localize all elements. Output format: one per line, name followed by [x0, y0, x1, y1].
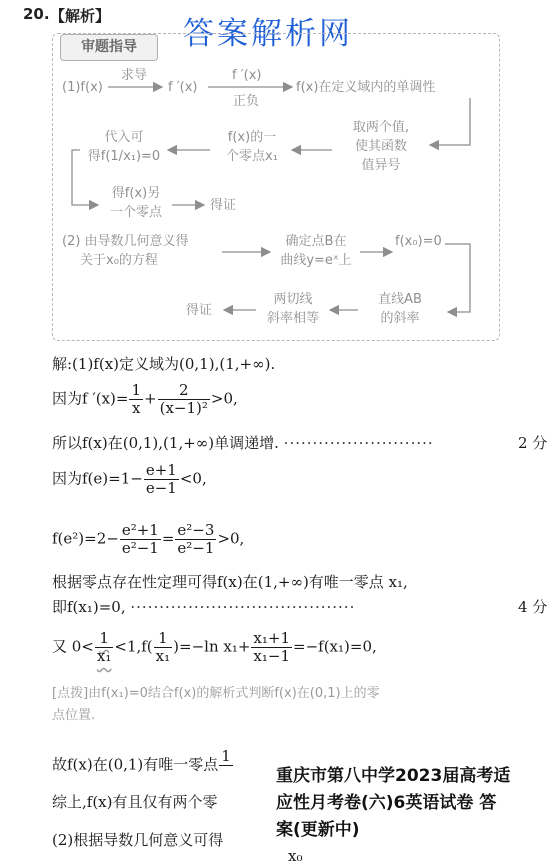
solution-line-3: 所以f(x)在(0,1),(1,+∞)单调递增. ··························: [52, 434, 434, 452]
watermark-text: 答案解析网: [183, 16, 353, 52]
solution-line-2: 因为f ′(x)= $\frac{1}{x}$ + $\frac{2}{\text{(x−1)²}}$ >0,: [52, 381, 238, 417]
overlay-caption: 重庆市第八中学2023届高考适 应性月考卷(六)6英语试卷 答 案(更新中): [276, 766, 511, 840]
flow-label-derivative-top: f ′(x): [232, 68, 262, 83]
flow-zero-point: f(x)的一 个零点x₁: [226, 130, 278, 164]
section-title: 【解析】: [50, 7, 111, 25]
flow-proof1: 得证: [210, 198, 237, 213]
solution-line-8: 又 0< $\frac{1}{\text{x₁}}$ <1,f( $\frac{1}{\text{x₁}}$ )=−ln x₁+ $\frac{\text{x₁+1}}{\text{x₁−1}}$ =−f(x₁)=0,: [52, 629, 377, 665]
flow-another-zero: 得f(x)另 一个零点: [109, 186, 162, 220]
arrow-to-take-values: [430, 98, 470, 145]
solution-line-11-denominator: x₀: [288, 847, 303, 865]
solution-line-6: 根据零点存在性定理可得f(x)在(1,+∞)有唯一零点 x₁,: [52, 573, 408, 591]
flow-part2: (2) 由导数几何意义得 关于x₀的方程: [62, 234, 189, 268]
solution-line-5: f(e²)=2− $\frac{\text{e²+1}}{\text{e²−1}}$ = $\frac{\text{e²−3}}{\text{e²−1}}$ >0,: [52, 521, 245, 557]
solution-line-11: (2)根据导数几何意义可得: [52, 831, 224, 849]
hint-line-1: [点拨]由f(x₁)=0结合f(x)的解析式判断f(x)在(0,1)上的零: [52, 686, 380, 701]
flow-label-sign: 正负: [233, 94, 260, 109]
solution-line-7: 即f(x₁)=0, ·······································: [52, 598, 356, 616]
flow-substitute: 代入可 得f(1/x₁)=0: [87, 130, 161, 164]
score-2: 4 分: [518, 598, 548, 616]
hint-line-2: 点位置.: [52, 708, 96, 723]
solution-line-9: 故f(x)在(0,1)有唯一零点 1: [52, 747, 231, 774]
flow-part1: (1)f(x): [62, 80, 103, 95]
flow-point-b: 确定点B在 曲线y=eˣ上: [280, 234, 352, 268]
flow-proof2: 得证: [186, 303, 213, 318]
flow-derivative: f ′(x): [168, 80, 198, 95]
flow-take-values: 取两个值, 使其函数 值异号: [352, 120, 410, 173]
score-1: 2 分: [518, 434, 548, 452]
solution-line-4: 因为f(e)=1− $\frac{e+1}{e-1}$ <0,: [52, 461, 207, 497]
solution-line-1: 解:(1)f(x)定义域为(0,1),(1,+∞).: [52, 355, 276, 373]
flow-two-tangents: 两切线 斜率相等: [266, 292, 319, 326]
flow-monotonicity: f(x)在定义域内的单调性: [296, 80, 436, 95]
flow-label-derivative: 求导: [121, 68, 148, 83]
question-number: 20.: [23, 5, 50, 23]
flow-condition: f(x₀)=0: [395, 234, 442, 249]
analysis-tag: 审题指导: [60, 34, 158, 61]
flow-line-ab: 直线AB 的斜率: [378, 292, 422, 326]
solution-line-10: 综上,f(x)有且仅有两个零: [52, 793, 218, 811]
arrow-to-line-ab: [445, 244, 470, 312]
